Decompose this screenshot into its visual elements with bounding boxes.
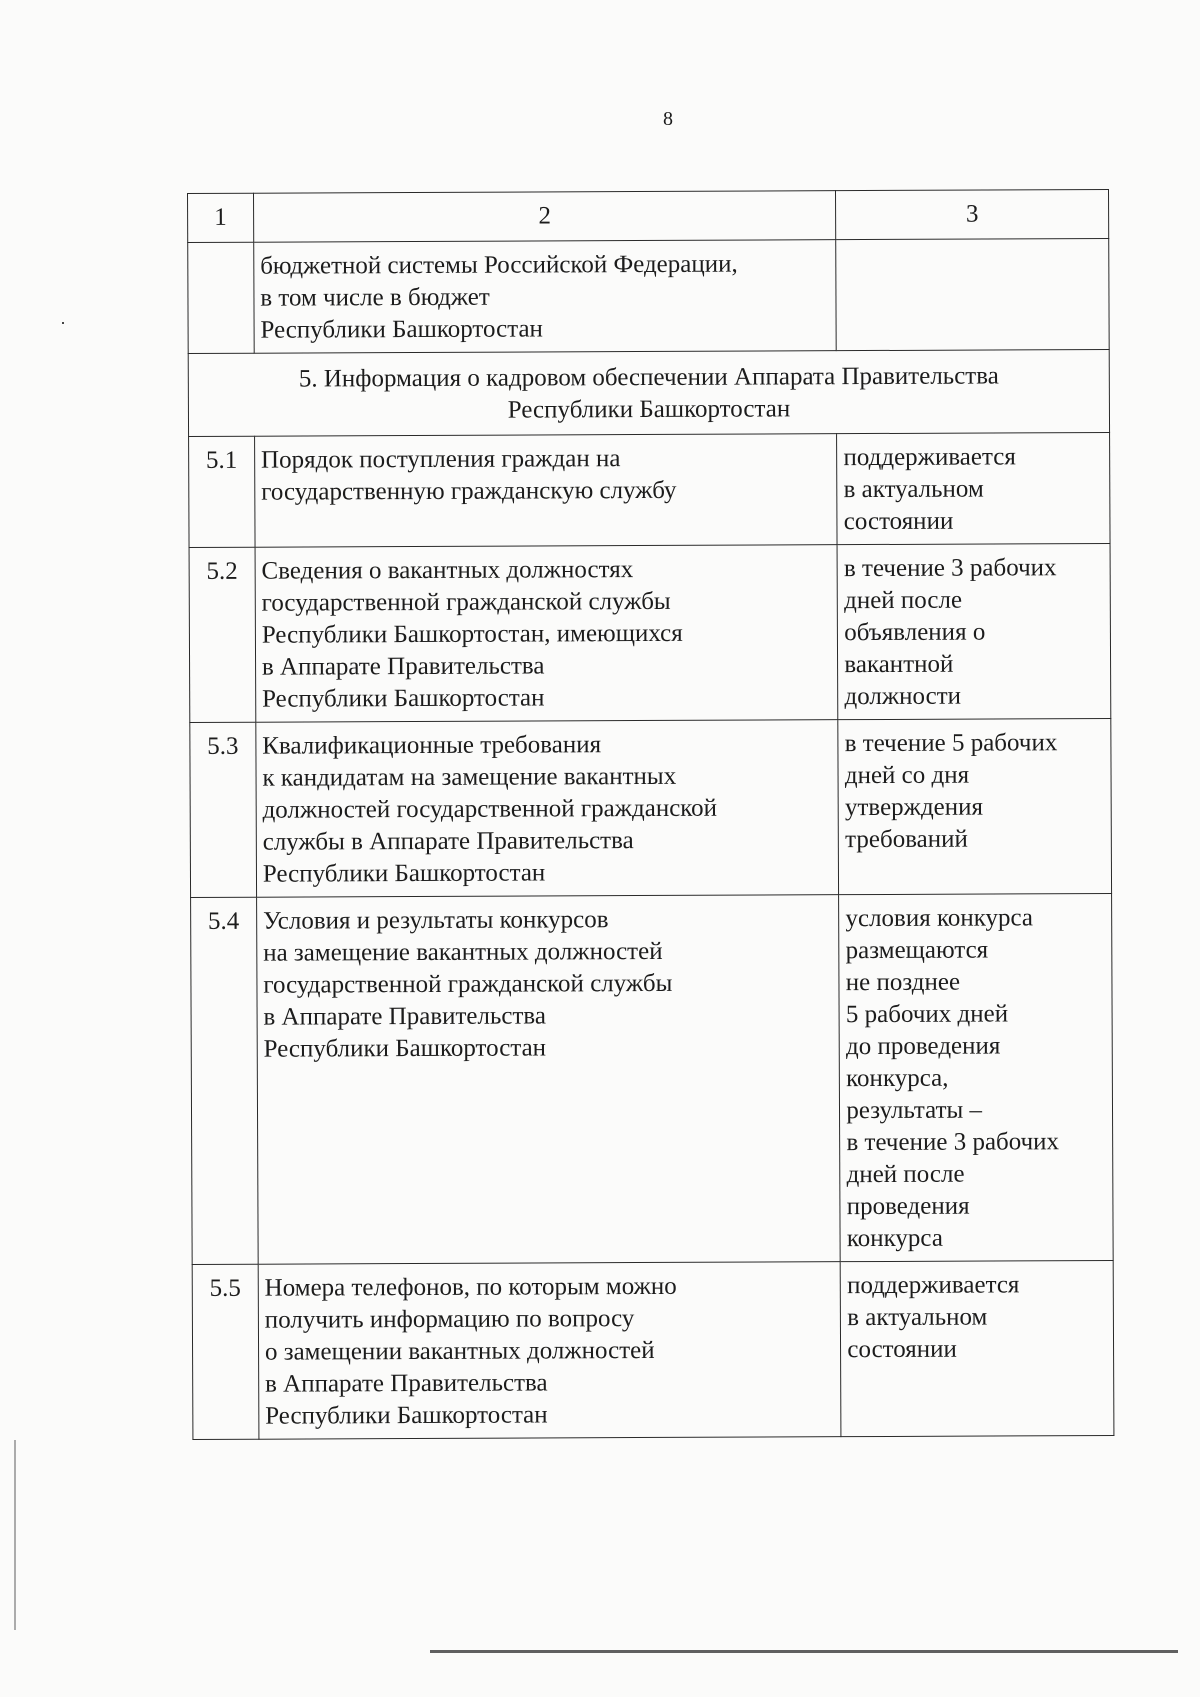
deadline-line: объявления о: [844, 618, 986, 647]
row-deadline: [840, 1260, 1113, 1436]
text-line: получить информацию по вопросу: [264, 1305, 635, 1334]
text-line: Республики Башкортостан: [265, 1401, 548, 1430]
deadline-line: поддерживается: [843, 443, 1016, 472]
row-description: [255, 545, 838, 723]
row-description: [254, 434, 837, 548]
text-line: Республики Башкортостан, имеющихся: [261, 619, 683, 649]
deadline-line: дней после: [846, 1160, 965, 1189]
text-line: Республики Башкортостан: [263, 1034, 547, 1063]
row-deadline: [837, 432, 1110, 544]
row-description: [256, 720, 839, 898]
deadline-line: в течение 3 рабочих: [846, 1128, 1060, 1157]
deadline-line: в течение 3 рабочих: [843, 554, 1057, 583]
deadline-line: состоянии: [847, 1335, 957, 1364]
deadline-line: размещаются: [845, 936, 989, 965]
row-deadline: [836, 238, 1109, 350]
table-row: [190, 718, 1112, 897]
info-table: [187, 189, 1114, 1440]
deadline-line: в актуальном: [847, 1303, 988, 1332]
header-col-3: 3: [836, 189, 1109, 239]
text-line: Республики Башкортостан: [260, 315, 543, 344]
row-deadline: [837, 543, 1110, 719]
text-line: Республики Башкортостан: [262, 859, 546, 888]
text-line: Порядок поступления граждан на: [260, 445, 621, 474]
text-line: бюджетной системы Российской Федерации,: [260, 250, 738, 280]
row-deadline: [839, 893, 1113, 1261]
deadline-line: в актуальном: [843, 475, 984, 504]
deadline-line: дней после: [844, 586, 963, 615]
deadline-line: результаты –: [846, 1096, 983, 1125]
deadline-line: требований: [845, 825, 968, 854]
row-description: [256, 895, 840, 1265]
text-line: государственную гражданскую службу: [261, 476, 677, 506]
text-line: в Аппарате Правительства: [263, 1002, 547, 1031]
deadline-line: конкурса: [846, 1224, 943, 1253]
deadline-line: должности: [844, 682, 962, 711]
deadline-line: состоянии: [843, 507, 954, 536]
table-row: [189, 432, 1110, 547]
row-number: 5.4: [191, 897, 258, 1264]
section-title-line: Республики Башкортостан: [507, 395, 791, 424]
text-line: службы в Аппарате Правительства: [262, 827, 634, 856]
deadline-line: дней со дня: [844, 761, 970, 790]
text-line: должностей государственной гражданской: [262, 794, 718, 824]
text-line: Сведения о вакантных должностях: [261, 556, 634, 585]
scan-artifact-bottom-edge: [430, 1650, 1178, 1653]
table-row: [189, 543, 1111, 722]
scan-artifact-dot: [62, 322, 64, 324]
deadline-line: до проведения: [845, 1032, 1001, 1061]
text-line: Квалификационные требования: [262, 731, 602, 760]
table-row: [191, 893, 1114, 1264]
section-header-row: [188, 349, 1109, 436]
text-line: в Аппарате Правительства: [264, 1369, 548, 1398]
text-line: о замещении вакантных должностей: [264, 1336, 655, 1366]
row-number: 5.2: [189, 547, 256, 722]
text-line: в Аппарате Правительства: [261, 652, 545, 681]
deadline-line: поддерживается: [846, 1271, 1020, 1300]
deadline-line: проведения: [846, 1192, 970, 1221]
text-line: в том числе в бюджет: [260, 283, 490, 312]
text-line: на замещение вакантных должностей: [263, 937, 663, 967]
deadline-line: в течение 5 рабочих: [844, 729, 1058, 758]
deadline-line: утверждения: [844, 793, 984, 822]
table-header-row: [188, 189, 1109, 242]
text-line: государственной гражданской службы: [263, 969, 673, 999]
section-title: [188, 349, 1109, 436]
row-number: 5.1: [189, 436, 255, 547]
row-number: 5.3: [190, 722, 257, 897]
text-line: Условия и результаты конкурсов: [262, 906, 609, 935]
text-line: Номера телефонов, по которым можно: [264, 1272, 677, 1302]
deadline-line: конкурса,: [846, 1064, 949, 1093]
row-number: [188, 242, 254, 353]
text-line: к кандидатам на замещение вакантных: [262, 762, 677, 792]
row-deadline: [838, 718, 1111, 894]
table-row: [192, 1260, 1114, 1439]
row-description: [254, 240, 837, 354]
section-title-line: 5. Информация о кадровом обеспечении Аппарата Правительства: [298, 362, 999, 393]
page-number: 8: [663, 108, 673, 130]
continuation-row: [188, 238, 1109, 353]
header-col-2: 2: [253, 191, 836, 243]
text-line: государственной гражданской службы: [261, 587, 671, 617]
row-description: [258, 1262, 841, 1440]
text-line: Республики Башкортостан: [262, 684, 545, 713]
deadline-line: 5 рабочих дней: [845, 1000, 1009, 1029]
deadline-line: условия конкурса: [845, 904, 1034, 933]
deadline-line: не позднее: [845, 968, 961, 997]
row-number: 5.5: [192, 1264, 259, 1439]
header-col-1: 1: [188, 193, 254, 242]
deadline-line: вакантной: [844, 650, 954, 679]
scan-artifact-left-edge: [14, 1440, 16, 1630]
